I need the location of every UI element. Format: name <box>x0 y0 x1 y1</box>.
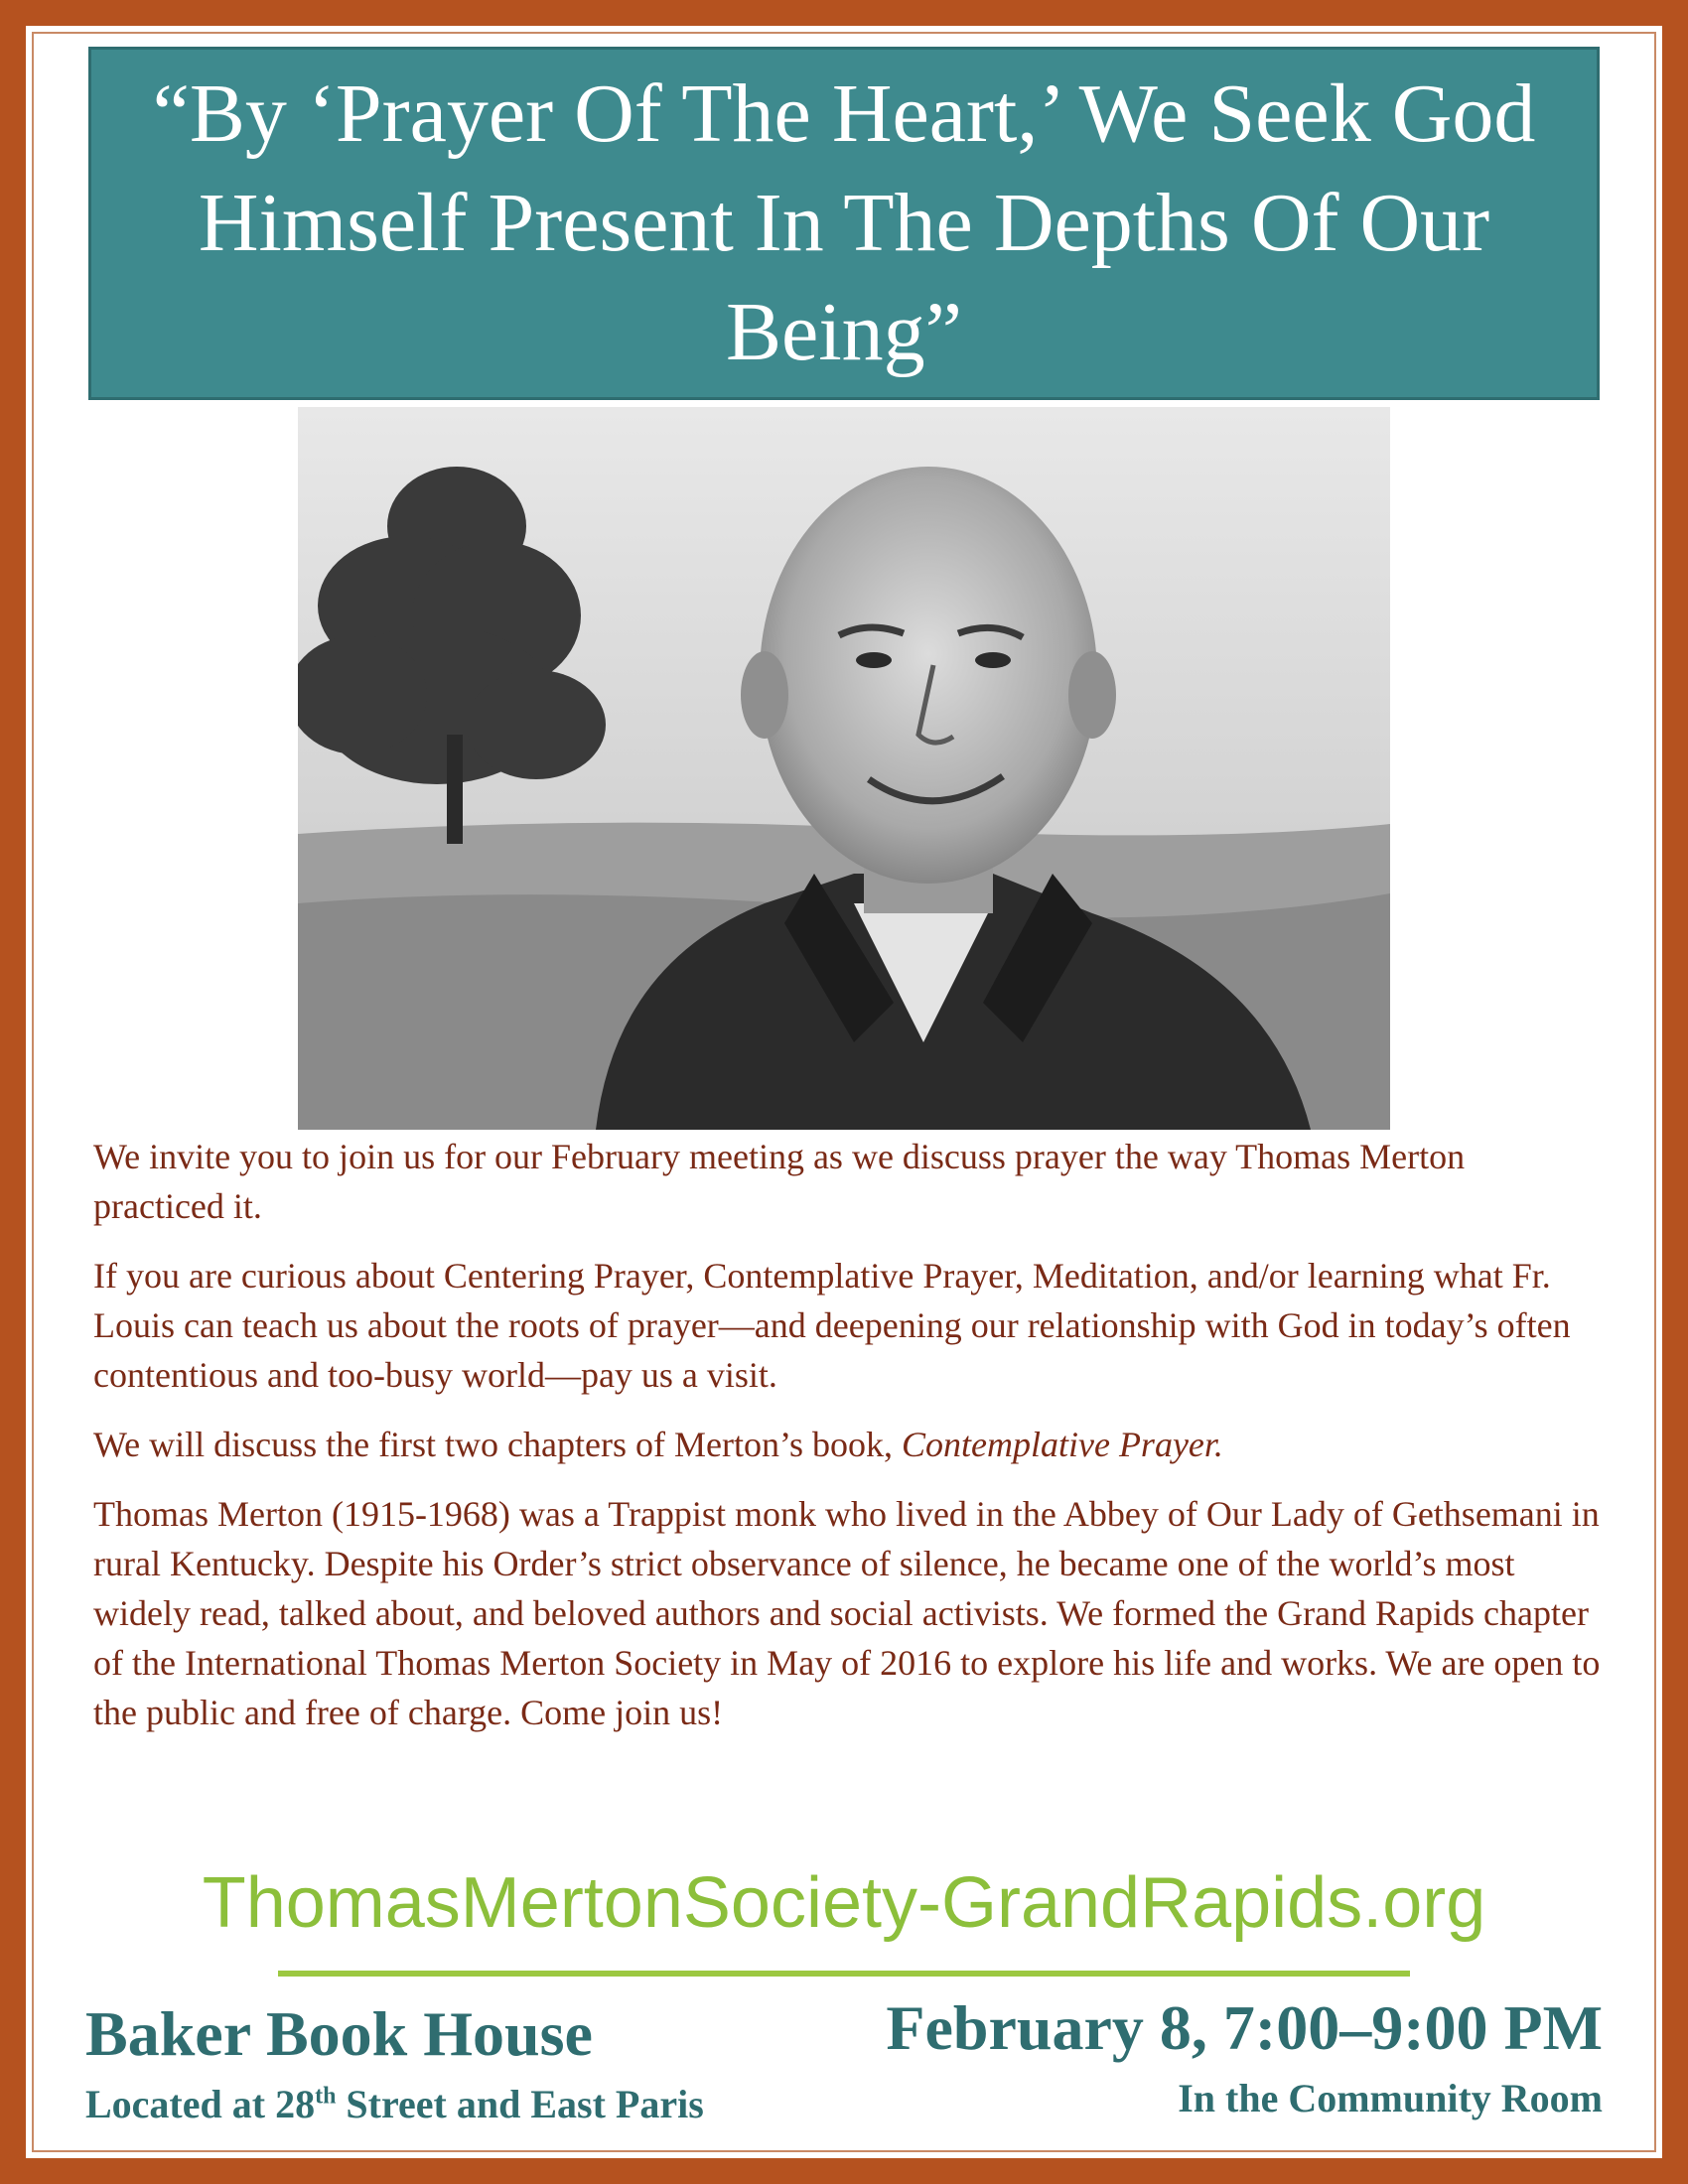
merton-photo <box>298 407 1390 1130</box>
schedule-block <box>886 1989 1603 2130</box>
venue-loc-post: Street and East Paris <box>336 2082 704 2126</box>
portrait-illustration <box>298 407 1390 1130</box>
venue-block <box>85 1995 704 2136</box>
quote-text: “By ‘Prayer Of The Heart,’ We Seek God Himself Present In The Depths Of Our Being” <box>152 68 1536 378</box>
venue-loc-sup: th <box>315 2083 337 2110</box>
venue-name: Baker Book House <box>85 1998 593 2069</box>
venue-loc-pre: Located at 28 <box>85 2082 316 2126</box>
invite-paragraph: We invite you to join us for our February meeting as we discuss prayer the way Thomas Merton practiced it. <box>93 1137 1466 1226</box>
divider-rule <box>278 1971 1410 1977</box>
venue-location <box>85 2073 704 2136</box>
quote-banner <box>88 47 1600 400</box>
event-date-time: February 8, 7:00–9:00 PM <box>886 1992 1603 2063</box>
bio-paragraph: Thomas Merton (1915-1968) was a Trappist monk who lived in the Abbey of Our Lady of Gethsemani in rural Kentucky. Despite his Order’s strict observance of silence, he became one of the world’s most widely read, talked about, and beloved authors and social activists. We formed the Grand Rapids chapter of the International Thomas Merton Society in May of 2016 to explore his life and works. We are open to the public and free of charge. Come join us! <box>93 1494 1601 1732</box>
book-paragraph <box>93 1420 1603 1469</box>
website-link[interactable]: ThomasMertonSociety-GrandRapids.org <box>202 1863 1486 1943</box>
book-title: Contemplative Prayer. <box>901 1425 1223 1464</box>
book-intro: We will discuss the first two chapters of Merton’s book, <box>93 1425 902 1464</box>
event-room: In the Community Room <box>1178 2076 1603 2120</box>
curious-paragraph: If you are curious about Centering Prayer, Contemplative Prayer, Meditation, and/or learning what Fr. Louis can teach us about the roots of prayer—and deepening our relationship with God in today’s often contentious and too-busy world—pay us a visit. <box>93 1256 1571 1395</box>
body-copy <box>93 1132 1603 1757</box>
